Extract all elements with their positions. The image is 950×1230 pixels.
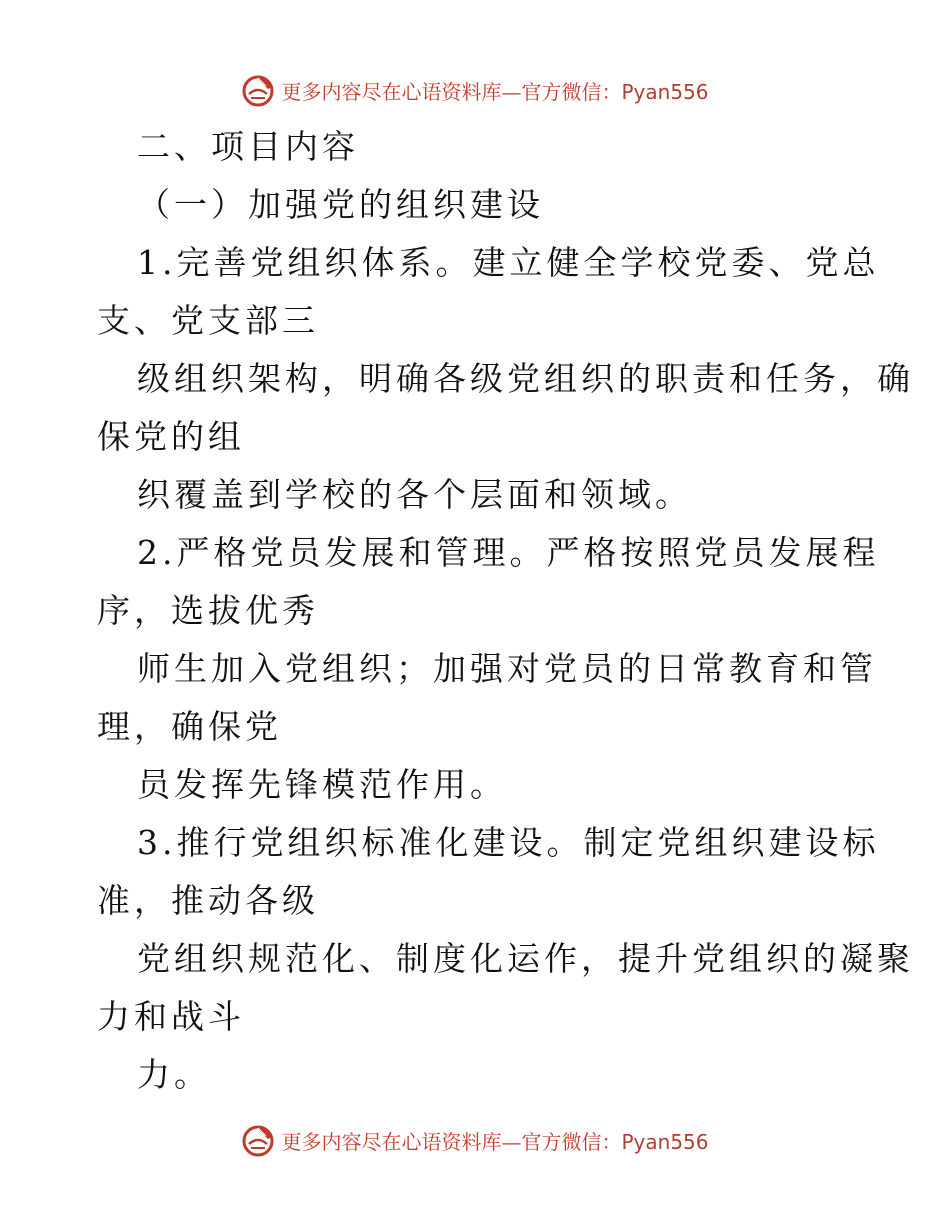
document-line: 力和战斗 bbox=[97, 997, 245, 1036]
document-line: 师生加入党组织；加强对党员的日常教育和管 bbox=[137, 649, 877, 688]
document-line: 2.严格党员发展和管理。严格按照党员发展程 bbox=[137, 533, 880, 572]
document-line: 党组织规范化、制度化运作，提升党组织的凝聚 bbox=[137, 939, 914, 978]
footer-banner bbox=[0, 1118, 950, 1162]
document-line: 支、党支部三 bbox=[97, 301, 319, 340]
document-line: 二、项目内容 bbox=[137, 127, 359, 166]
banner-text: 更多内容尽在心语资料库—官方微信：Pyan556 bbox=[281, 1129, 709, 1154]
document-line: 准，推动各级 bbox=[97, 881, 319, 920]
book-quill-logo-icon bbox=[241, 1122, 277, 1158]
document-line: 织覆盖到学校的各个层面和领域。 bbox=[137, 475, 692, 514]
document-line: 理，确保党 bbox=[97, 707, 282, 746]
document-line: 级组织架构，明确各级党组织的职责和任务，确 bbox=[137, 359, 914, 398]
book-quill-logo-icon bbox=[241, 72, 277, 108]
wechat-id: Pyan556 bbox=[621, 1129, 709, 1154]
document-line: 序，选拔优秀 bbox=[97, 591, 319, 630]
document-body bbox=[97, 118, 914, 1104]
document-line: 员发挥先锋模范作用。 bbox=[137, 765, 507, 804]
document-line: （一）加强党的组织建设 bbox=[137, 185, 544, 224]
document-line: 1.完善党组织体系。建立健全学校党委、党总 bbox=[137, 243, 880, 282]
banner-text: 更多内容尽在心语资料库—官方微信：Pyan556 bbox=[281, 79, 709, 104]
document-line: 保党的组 bbox=[97, 417, 245, 456]
document-line: 力。 bbox=[137, 1055, 211, 1094]
document-line: 3.推行党组织标准化建设。制定党组织建设标 bbox=[137, 823, 880, 862]
wechat-id: Pyan556 bbox=[621, 79, 709, 104]
header-banner bbox=[0, 68, 950, 112]
